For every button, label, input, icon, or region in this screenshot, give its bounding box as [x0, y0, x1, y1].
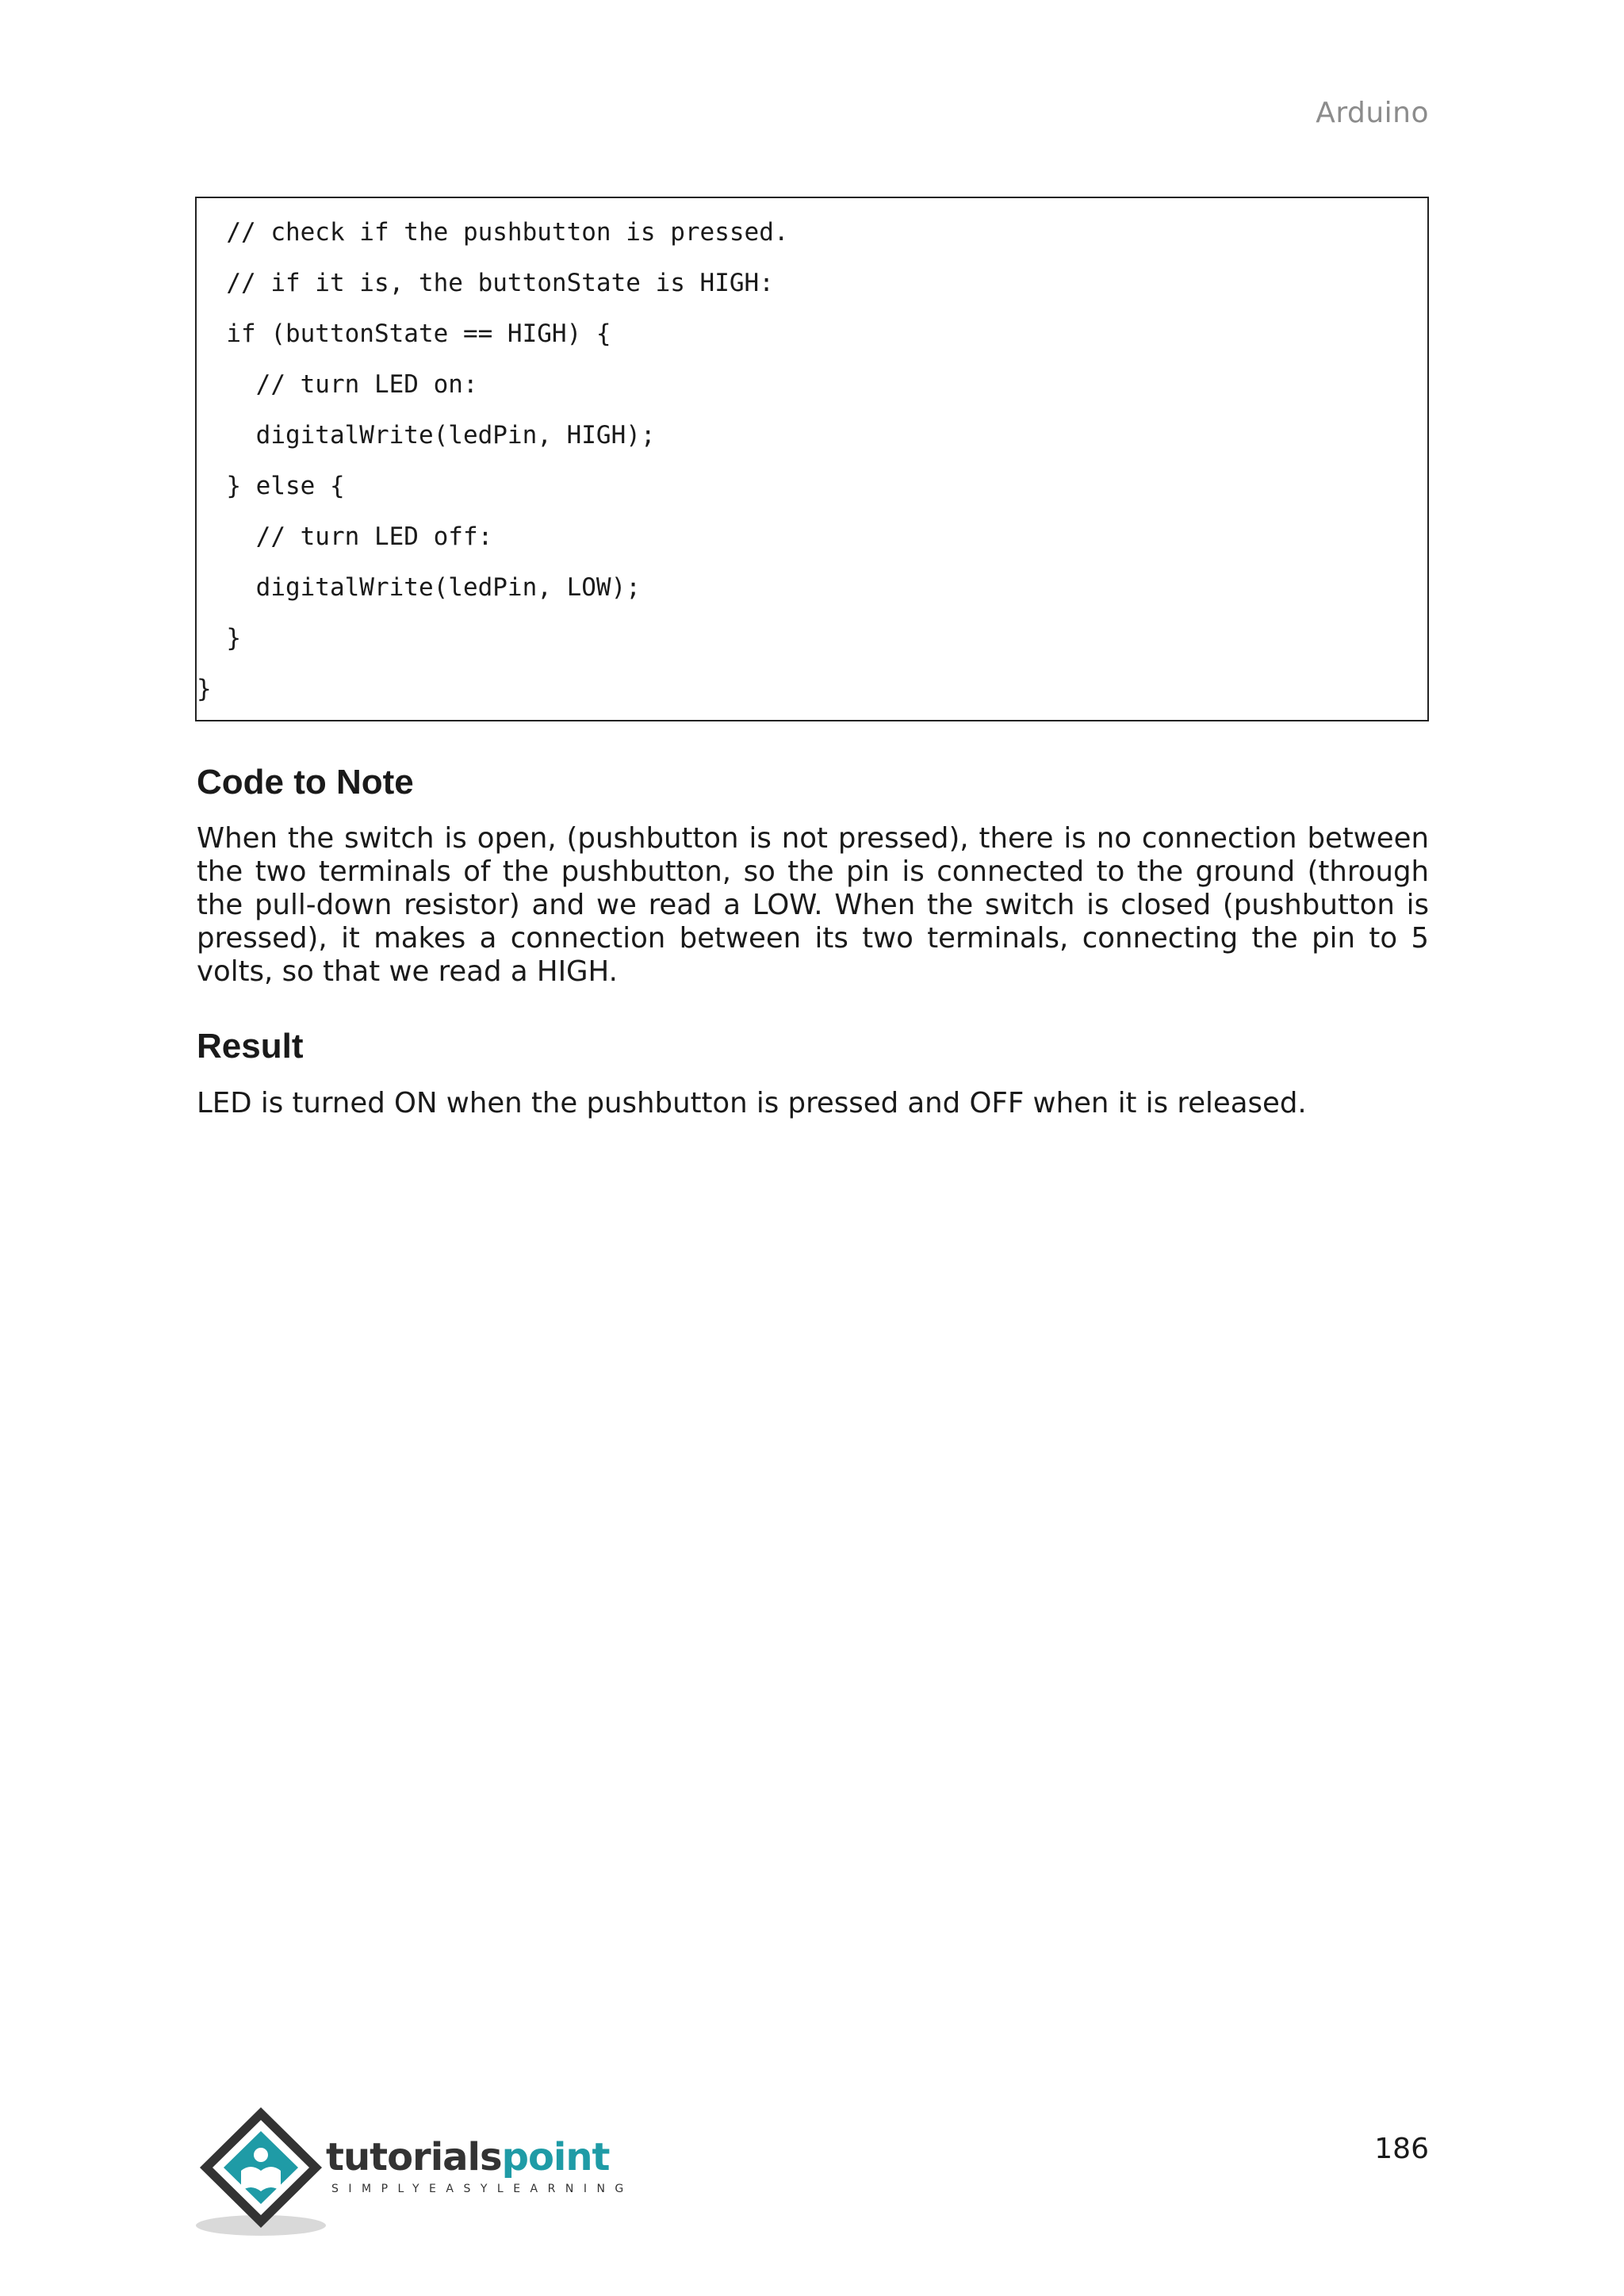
- logo-text-tutorials: tutorials: [326, 2135, 502, 2179]
- code-line: // if it is, the buttonState is HIGH:: [197, 269, 774, 297]
- section-heading-code-to-note: Code to Note: [197, 763, 414, 802]
- code-line: digitalWrite(ledPin, HIGH);: [197, 421, 656, 450]
- page-number: 186: [1374, 2133, 1429, 2165]
- code-line: // turn LED off:: [197, 522, 493, 551]
- code-line: digitalWrite(ledPin, LOW);: [197, 573, 641, 602]
- logo-text-point: point: [501, 2135, 610, 2179]
- section-body-result: LED is turned ON when the pushbutton is pressed and OFF when it is released.: [197, 1087, 1307, 1119]
- code-line: }: [197, 675, 212, 703]
- code-line: }: [197, 624, 241, 652]
- tutorialspoint-logo: [195, 2103, 639, 2241]
- section-body-code-to-note: When the switch is open, (pushbutton is not pressed), there is no connection between the two terminals of the pushbutton, so the pin is connected to the ground (through the pull-down resistor) and we read a LOW. When the switch is closed (pushbutton is pressed), it makes a connection between its two terminals, connecting the pin to 5 volts, so that we read a HIGH.: [197, 822, 1429, 988]
- code-line: if (buttonState == HIGH) {: [197, 320, 611, 348]
- svg-text:tutorialspoint: [326, 2135, 610, 2179]
- code-line: } else {: [197, 472, 345, 500]
- code-line: // check if the pushbutton is pressed.: [197, 218, 789, 247]
- section-heading-result: Result: [197, 1027, 304, 1066]
- logo-mark-icon: [195, 2103, 639, 2241]
- running-header: Arduino: [1316, 97, 1429, 129]
- logo-tagline: SIMPLYEASYLEARNING: [331, 2183, 634, 2195]
- code-line: // turn LED on:: [197, 370, 478, 399]
- code-block: [195, 197, 1429, 721]
